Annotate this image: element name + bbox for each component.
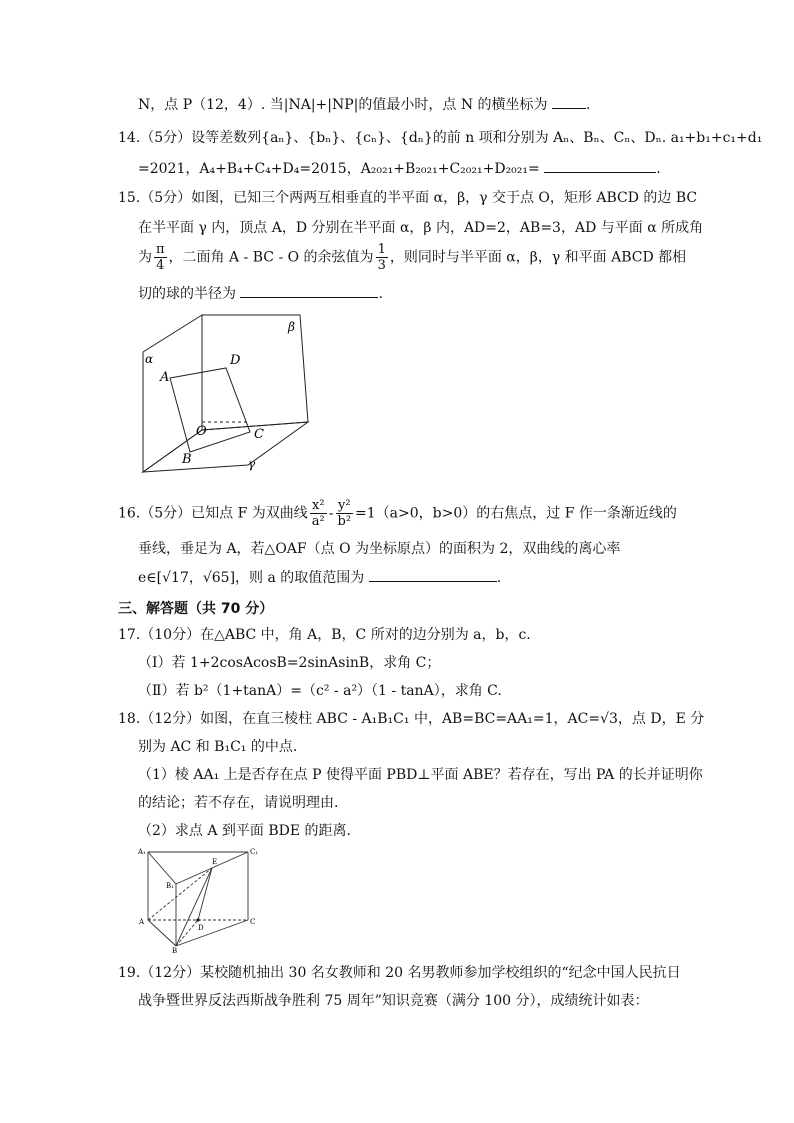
frac-denominator: b² <box>337 514 352 529</box>
frac-numerator: 1 <box>377 242 386 257</box>
frac-denominator: 3 <box>377 258 386 273</box>
q15-text-1: 如图，已知三个两两互相垂直的半平面 α，β，γ 交于点 O，矩形 ABCD 的边 BC <box>191 190 698 206</box>
segment-be <box>176 868 212 946</box>
q15-line2 <box>138 219 703 237</box>
q18-number: 18.（12分） <box>118 711 201 727</box>
q15-text-3c: ，则同时与半平面 α，β，γ 和平面 ABCD 都相 <box>389 249 687 266</box>
label-c: C <box>250 918 256 926</box>
minus-sign: - <box>328 505 334 522</box>
q19-number: 19.（12分） <box>118 965 201 981</box>
y2-over-b2 <box>336 498 354 529</box>
q16-end: . <box>496 570 502 586</box>
q15-text-2: 在半平面 γ 内，顶点 A，D 分别在半平面 α，β 内，AD=2，AB=3，AD 与平面 α 所成角 <box>138 220 704 236</box>
frac-numerator: π <box>156 242 165 257</box>
x2-over-a2 <box>310 498 327 529</box>
q18-text-1: 如图，在直三棱柱 ABC - A₁B₁C₁ 中，AB=BC=AA₁=1，AC=√3，点 D，E 分 <box>200 711 705 727</box>
q16-answer-blank <box>369 569 497 582</box>
plane-gamma <box>143 422 308 472</box>
frac-numerator: y² <box>336 498 354 514</box>
label-alpha: α <box>145 352 154 366</box>
q17-number: 17.（10分） <box>118 627 201 643</box>
q17-line1 <box>118 626 531 644</box>
pi-over-4-fraction <box>154 242 167 273</box>
label-c: C <box>254 427 264 442</box>
q15-line4 <box>138 285 383 303</box>
label-b: B <box>172 947 178 954</box>
q15-text-4: 切的球的半径为 <box>138 286 236 302</box>
q14-line2 <box>138 160 661 178</box>
label-b: B <box>182 452 192 467</box>
q14-end: . <box>656 161 661 177</box>
q14-answer-blank <box>544 160 656 173</box>
q16-text-3: e∈[√17，√65]，则 a 的取值范围为 <box>138 570 365 586</box>
q14-number: 14.（5分） <box>118 130 192 146</box>
q15-text-3a: 为 <box>138 249 152 266</box>
label-beta: β <box>288 320 295 334</box>
segment-ae <box>148 868 212 920</box>
q18-part1b: 的结论；若不存在，请说明理由. <box>138 795 339 811</box>
q17-part2: （Ⅱ）若 b²（1+tanA）=（c² - a²）（1 - tanA），求角 C. <box>138 683 502 699</box>
q16-line1 <box>118 498 677 529</box>
q15-text-3b: ，二面角 A - BC - O 的余弦值为 <box>168 249 374 266</box>
q19-line1 <box>118 964 681 982</box>
one-third-fraction <box>376 242 388 273</box>
frac-denominator: a² <box>311 514 325 529</box>
q15-end: . <box>378 286 383 302</box>
q14-text-2: =2021，A₄+B₄+C₄+D₄=2015，A₂₀₂₁+B₂₀₂₁+C₂₀₂₁+D₂₀₂₁= <box>138 161 540 177</box>
q15-number: 15.（5分） <box>118 190 192 206</box>
q18-line2: 别为 AC 和 B₁C₁ 的中点. <box>138 739 298 755</box>
q16-number: 16.（5分） <box>118 505 192 522</box>
q15-answer-blank <box>240 285 378 298</box>
q14-text-1: 设等差数列{aₙ}、{bₙ}、{cₙ}、{dₙ}的前 n 项和分别为 Aₙ、Bₙ、Cₙ、Dₙ. a₁+b₁+c₁+d₁ <box>191 130 763 146</box>
frac-numerator: x² <box>310 498 327 514</box>
q16-text-1b: =1（a>0，b>0）的右焦点，过 F 作一条渐近线的 <box>355 505 677 522</box>
q19-text-1: 某校随机抽出 30 名女教师和 20 名男教师参加学校组织的“纪念中国人民抗日 <box>200 965 681 981</box>
q17-text-1: 在△ABC 中，角 A，B，C 所对的边分别为 a，b，c. <box>200 627 531 643</box>
q14-line1 <box>118 129 762 147</box>
rectangle-abcd <box>170 368 250 452</box>
label-a1: A₁ <box>138 848 146 856</box>
label-a: A <box>160 370 170 385</box>
label-c1: C₁ <box>250 848 259 856</box>
q16-text-1a: 已知点 F 为双曲线 <box>191 505 308 522</box>
point-d <box>196 918 199 921</box>
q17-part1: （Ⅰ）若 1+2cosAcosB=2sinAsinB，求角 C； <box>138 655 441 671</box>
q16-line3 <box>138 569 501 587</box>
edge-ab <box>148 920 176 946</box>
label-d: D <box>198 924 204 932</box>
label-gamma: γ <box>248 457 256 471</box>
q18-figure <box>136 842 266 954</box>
q18-part2: （2）求点 A 到平面 BDE 的距离. <box>138 823 352 839</box>
q16-line2 <box>138 540 620 558</box>
label-e: E <box>212 858 218 866</box>
q18-part1a: （1）棱 AA₁ 上是否存在点 P 使得平面 PBD⊥平面 ABE？若存在，写出 PA 的长并证明你 <box>138 767 703 783</box>
edge-a1b1 <box>148 852 176 884</box>
frac-denominator: 4 <box>156 258 165 273</box>
q13-answer-blank <box>552 96 586 109</box>
q15-figure <box>130 310 320 480</box>
label-o: O <box>196 424 207 439</box>
q15-line1 <box>118 189 697 207</box>
label-a: A <box>139 918 145 926</box>
q18-line1 <box>118 710 704 728</box>
label-b1: B₁ <box>166 882 174 890</box>
q13-tail-line <box>138 96 590 114</box>
q13-end: . <box>585 97 591 113</box>
q16-text-2: 垂线，垂足为 A，若△OAF（点 O 为坐标原点）的面积为 2，双曲线的离心率 <box>138 541 621 557</box>
plane-alpha <box>143 315 202 472</box>
q15-line3 <box>138 242 686 273</box>
label-d: D <box>230 353 241 368</box>
section-header: 三、解答题（共 70 分） <box>118 601 274 617</box>
q19-line2: 战争暨世界反法西斯战争胜利 75 周年”知识竞赛（满分 100 分），成绩统计如表： <box>138 993 649 1009</box>
q13-text: N，点 P（12，4）. 当|NA|+|NP|的值最小时，点 N 的横坐标为 <box>138 97 548 113</box>
